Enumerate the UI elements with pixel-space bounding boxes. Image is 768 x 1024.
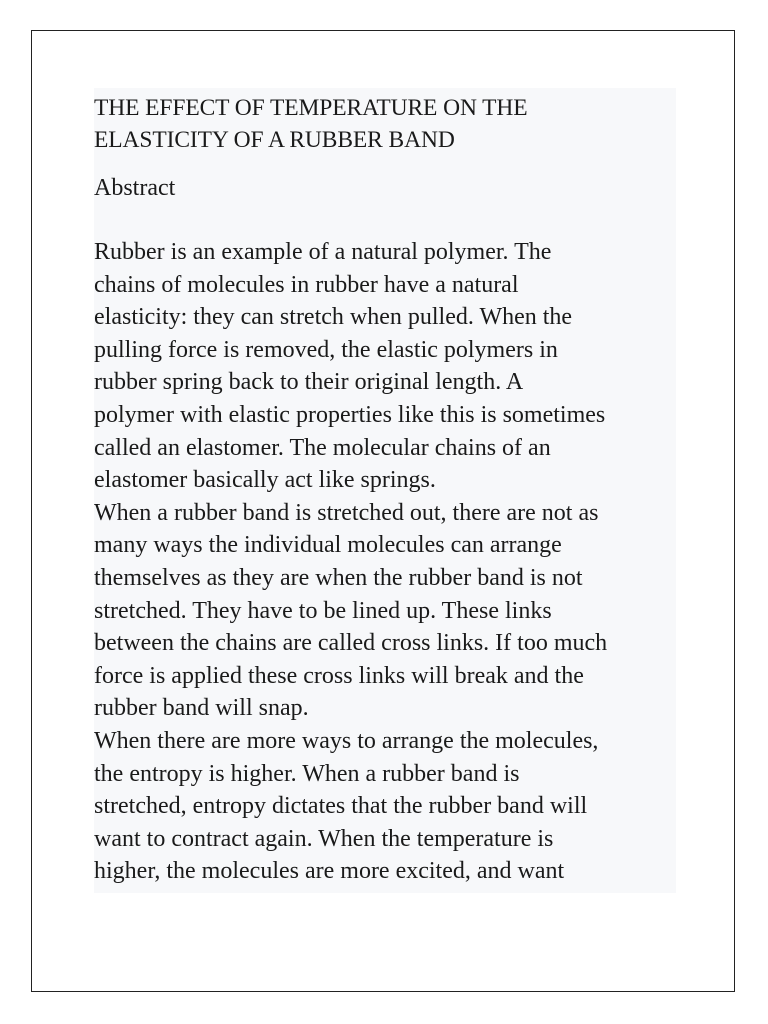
document-title — [94, 88, 676, 156]
abstract-heading: Abstract — [94, 175, 176, 201]
body-line: stretched. They have to be lined up. These links — [94, 597, 552, 624]
title-line: THE EFFECT OF TEMPERATURE ON THE — [94, 95, 528, 121]
document-content — [94, 88, 676, 893]
body-line: the entropy is higher. When a rubber band is — [94, 760, 520, 787]
body-line: When a rubber band is stretched out, there are not as — [94, 499, 599, 526]
body-line: between the chains are called cross links. If too much — [94, 630, 608, 657]
body-line: stretched, entropy dictates that the rubber band will — [94, 793, 588, 820]
document-page — [31, 30, 735, 992]
body-line: higher, the molecules are more excited, and want — [94, 858, 565, 885]
body-line: rubber spring back to their original length. A — [94, 369, 524, 396]
body-line: many ways the individual molecules can arrange — [94, 532, 562, 559]
body-line: pulling force is removed, the elastic polymers in — [94, 336, 558, 363]
body-line: elasticity: they can stretch when pulled. When the — [94, 304, 573, 331]
body-line: polymer with elastic properties like this is sometimes — [94, 401, 606, 428]
body-line: rubber band will snap. — [94, 695, 309, 722]
abstract-body — [94, 236, 676, 888]
body-line: chains of molecules in rubber have a natural — [94, 271, 519, 298]
body-line: Rubber is an example of a natural polymer. The — [94, 239, 552, 265]
body-line: themselves as they are when the rubber band is not — [94, 564, 583, 591]
body-line: When there are more ways to arrange the molecules, — [94, 727, 599, 754]
body-line: force is applied these cross links will break and the — [94, 662, 584, 689]
body-line: elastomer basically act like springs. — [94, 467, 436, 494]
title-line: ELASTICITY OF A RUBBER BAND — [94, 127, 455, 153]
body-line: called an elastomer. The molecular chains of an — [94, 434, 551, 461]
body-line: want to contract again. When the temperature is — [94, 825, 554, 852]
